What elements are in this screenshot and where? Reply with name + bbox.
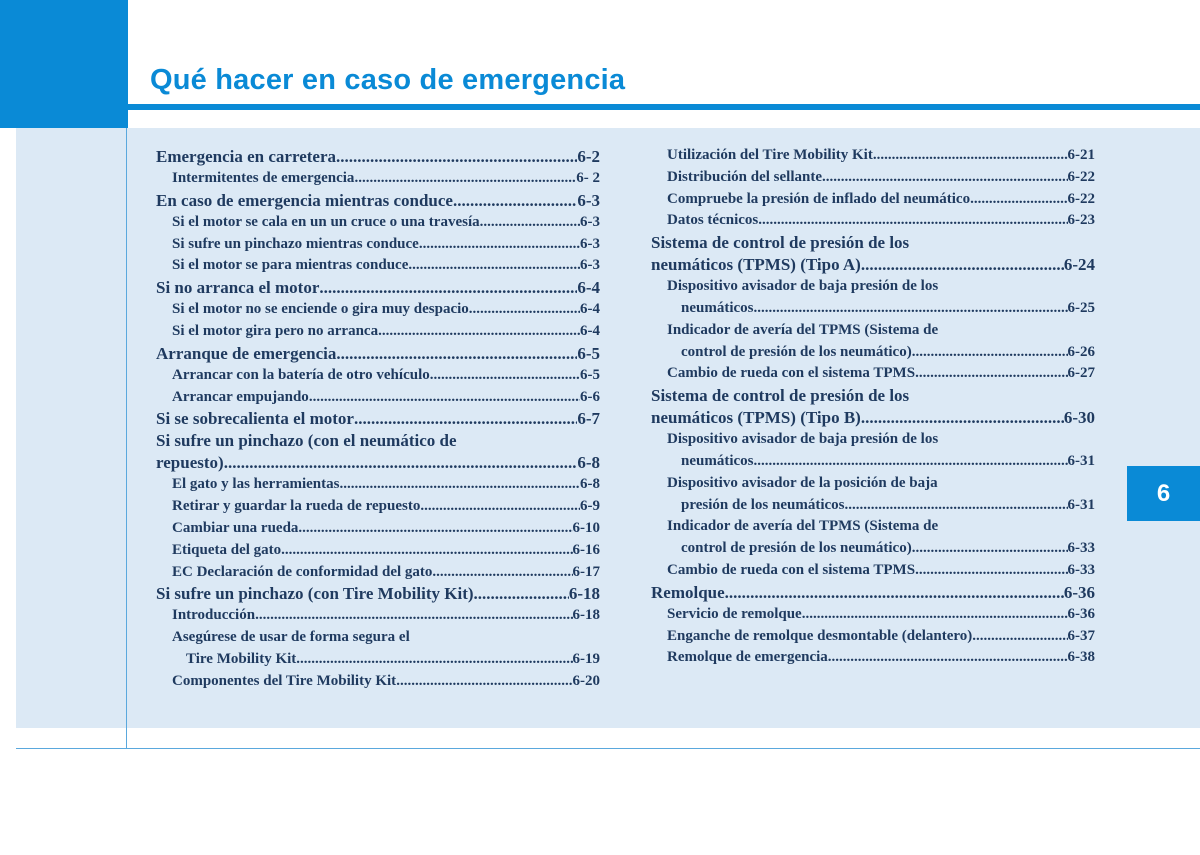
toc-entry-gato-herramientas[interactable] [156,474,600,496]
toc-entry-emergencia-carretera[interactable] [156,146,600,168]
toc-leader-dots [453,190,577,212]
toc-page-number: 6-33 [1067,561,1095,578]
header-color-block [0,0,128,128]
toc-page-number: 6-30 [1063,408,1095,428]
toc-entry-motor-se-cala[interactable] [156,212,600,234]
toc-page-number: 6-3 [580,257,600,274]
toc-leader-dots [419,234,580,256]
toc-page-number: 6-22 [1067,168,1095,185]
toc-page-number: 6-3 [577,190,600,210]
toc-entry-title: Cambio de rueda con el sistema TPMS [667,561,916,578]
toc-entry-title: Retirar y guardar la rueda de repuesto [172,498,421,515]
toc-page-number: 6-5 [580,366,600,383]
toc-entry-title: neumáticos [681,452,754,469]
toc-entry-title: Arrancar empujando [172,388,309,405]
toc-entry-introduccion[interactable] [156,605,600,627]
toc-page-number: 6-18 [568,584,600,604]
toc-entry-title: Si el motor se cala en un un cruce o una travesía [172,213,480,230]
toc-entry-en-caso-emergencia[interactable] [156,190,600,212]
toc-entry-title: Si sufre un pinchazo mientras conduce [172,235,419,252]
toc-entry-title: Cambiar una rueda [172,519,299,536]
toc-leader-dots [309,387,580,409]
toc-leader-dots [915,363,1067,385]
toc-leader-dots [378,321,580,343]
toc-page-number: 6-8 [577,453,600,473]
toc-entry-title: Enganche de remolque desmontable (delantero) [667,627,973,644]
toc-entry-remolque[interactable] [651,582,1095,604]
toc-page-number: 6-37 [1067,627,1095,644]
toc-entry-etiqueta-gato[interactable] [156,540,600,562]
toc-leader-dots [224,452,578,474]
toc-entry-title: EC Declaración de conformidad del gato [172,563,433,580]
toc-leader-dots [296,649,572,671]
toc-page-number: 6-31 [1067,452,1095,469]
toc-leader-dots [828,647,1068,669]
toc-page-number: 6-4 [577,278,600,298]
toc-page-number: 6-26 [1067,343,1095,360]
toc-entry-a-indicador-averia-line1[interactable]: Indicador de avería del TPMS (Sistema de [667,321,939,338]
toc-entry-pinchazo-tmk[interactable] [156,583,600,605]
toc-leader-dots [408,255,580,277]
toc-leader-dots [802,604,1068,626]
toc-entry-title: control de presión de los neumático) [681,343,912,360]
toc-entry-title: Cambio de rueda con el sistema TPMS [667,365,916,382]
toc-leader-dots [469,299,580,321]
toc-entry-arranque-emergencia[interactable] [156,343,600,365]
toc-entry-title: repuesto) [156,453,224,473]
toc-entry-b-indicador-averia[interactable] [651,538,1095,560]
toc-leader-dots [336,146,577,168]
toc-page-number: 6-25 [1067,299,1095,316]
footer-horizontal-rule [16,748,1200,749]
toc-page-number: 6-18 [572,607,600,624]
toc-page-number: 6-36 [1067,605,1095,622]
toc-leader-dots [281,540,572,562]
toc-leader-dots [754,298,1068,320]
toc-entry-title: Introducción [172,607,256,624]
title-underline [128,104,1200,110]
toc-leader-dots [822,167,1067,189]
toc-entry-servicio-remolque[interactable] [651,604,1095,626]
toc-entry-asegurese-line1[interactable]: Asegúrese de usar de forma segura el [172,629,410,646]
toc-leader-dots [432,562,572,584]
toc-entry-title: Distribución del sellante [667,168,823,185]
toc-entry-arrancar-empujando[interactable] [156,387,600,409]
toc-entry-datos-tecnicos[interactable] [651,210,1095,232]
toc-leader-dots [336,343,577,365]
toc-entry-title: Datos técnicos [667,212,759,229]
toc-leader-dots [972,626,1067,648]
toc-entry-b-dispositivo-posicion[interactable] [651,495,1095,517]
toc-entry-title: neumáticos (TPMS) (Tipo B) [651,408,861,428]
toc-leader-dots [420,496,580,518]
toc-leader-dots [354,408,577,430]
toc-page-number: 6-22 [1067,190,1095,207]
toc-entry-b-dispositivo-posicion-line1[interactable]: Dispositivo avisador de la posición de baja [667,474,938,491]
toc-leader-dots [970,189,1067,211]
toc-entry-title: Si el motor se para mientras conduce [172,257,409,274]
toc-leader-dots [912,538,1068,560]
toc-page-number: 6-9 [580,498,600,515]
toc-entry-b-dispositivo-baja[interactable] [651,451,1095,473]
toc-entry-title: Componentes del Tire Mobility Kit [172,672,397,689]
toc-page-number: 6-19 [572,650,600,667]
toc-entry-pinchazo-repuesto[interactable] [156,452,600,474]
toc-leader-dots [861,407,1064,429]
toc-leader-dots [844,495,1067,517]
toc-leader-dots [298,518,572,540]
toc-entry-ec-declaracion[interactable] [156,562,600,584]
toc-page-number: 6-38 [1067,649,1095,666]
toc-page-number: 6-20 [572,672,600,689]
toc-entry-a-cambio-rueda[interactable] [651,363,1095,385]
toc-page-number: 6-24 [1063,255,1095,275]
toc-entry-utilizacion[interactable] [651,145,1095,167]
toc-leader-dots [861,254,1064,276]
toc-page-number: 6- 2 [576,170,600,186]
toc-entry-no-enciende[interactable] [156,299,600,321]
toc-column-right [651,145,1095,669]
toc-entry-componentes[interactable] [156,671,600,693]
toc-entry-title: presión de los neumáticos [681,496,845,513]
toc-entry-compruebe[interactable] [651,189,1095,211]
toc-leader-dots [480,212,580,234]
page-title: Qué hacer en caso de emergencia [150,64,626,96]
toc-page-number: 6-10 [572,519,600,536]
toc-leader-dots [758,210,1067,232]
toc-entry-title: Si el motor no se enciende o gira muy despacio [172,301,469,318]
margin-vertical-rule [126,128,127,749]
toc-entry-b-cambio-rueda[interactable] [651,560,1095,582]
chapter-tab: 6 [1127,466,1200,521]
toc-leader-dots [339,474,580,496]
toc-entry-title: Si el motor gira pero no arranca [172,322,379,339]
toc-entry-title: Si sufre un pinchazo (con Tire Mobility Kit) [156,584,474,604]
toc-entry-distribucion[interactable] [651,167,1095,189]
toc-entry-title: Compruebe la presión de inflado del neumático [667,190,971,207]
toc-entry-title: Emergencia en carretera [156,147,336,166]
toc-leader-dots [430,365,580,387]
toc-entry-title: neumáticos [681,299,754,316]
toc-page-number: 6-3 [580,235,600,252]
toc-page-number: 6-5 [577,343,600,363]
toc-entry-title: Arrancar con la batería de otro vehículo [172,366,430,383]
toc-entry-title: Utilización del Tire Mobility Kit [667,147,873,163]
toc-leader-dots [474,583,569,605]
toc-page-number: 6-27 [1067,365,1095,382]
toc-entry-retirar-guardar[interactable] [156,496,600,518]
toc-leader-dots [725,582,1064,604]
toc-page-number: 6-23 [1067,212,1095,229]
toc-entry-remolque-emergencia[interactable] [651,647,1095,669]
toc-page-number: 6-16 [572,541,600,558]
toc-entry-b-indicador-averia-line1[interactable]: Indicador de avería del TPMS (Sistema de [667,518,939,535]
toc-entry-a-indicador-averia[interactable] [651,342,1095,364]
toc-page-number: 6-36 [1063,582,1095,602]
toc-leader-dots [754,451,1068,473]
toc-entry-tpms-a[interactable] [651,254,1095,276]
toc-page-number: 6-6 [580,388,600,405]
toc-entry-cambiar-rueda[interactable] [156,518,600,540]
toc-entry-gira-no-arranca[interactable] [156,321,600,343]
toc-entry-title: Remolque de emergencia [667,649,828,666]
toc-entry-title: Remolque [651,582,725,602]
toc-entry-title: Intermitentes de emergencia [172,170,355,186]
toc-page-number: 6-4 [580,301,600,318]
toc-page-number: 6-3 [580,213,600,230]
toc-entry-enganche[interactable] [651,626,1095,648]
toc-entry-title: Si no arranca el motor [156,278,320,298]
toc-entry-no-arranca[interactable] [156,277,600,299]
toc-entry-motor-se-para[interactable] [156,255,600,277]
toc-column-left [156,146,600,693]
toc-page-number: 6-2 [577,147,600,166]
toc-entry-asegurese[interactable] [156,649,600,671]
toc-page-number: 6-17 [572,563,600,580]
toc-entry-a-dispositivo-baja-line1[interactable]: Dispositivo avisador de baja presión de los [667,278,939,295]
toc-entry-tpms-b-line1[interactable]: Sistema de control de presión de los [651,386,910,406]
toc-entry-title: Servicio de remolque [667,605,802,622]
toc-entry-b-dispositivo-baja-line1[interactable]: Dispositivo avisador de baja presión de los [667,431,939,448]
toc-entry-title: neumáticos (TPMS) (Tipo A) [651,255,861,275]
toc-leader-dots [912,342,1068,364]
toc-page-number: 6-8 [580,476,600,493]
toc-entry-pinchazo-conduce[interactable] [156,234,600,256]
toc-entry-sobrecalienta[interactable] [156,408,600,430]
toc-entry-tpms-b[interactable] [651,407,1095,429]
toc-leader-dots [354,168,576,190]
toc-leader-dots [255,605,572,627]
toc-entry-title: Arranque de emergencia [156,343,337,363]
toc-page-number: 6-21 [1067,147,1095,163]
toc-entry-title: Tire Mobility Kit [186,650,297,667]
toc-leader-dots [873,145,1068,167]
toc-entry-pinchazo-repuesto-line1[interactable]: Si sufre un pinchazo (con el neumático de [156,431,457,451]
toc-entry-tpms-a-line1[interactable]: Sistema de control de presión de los [651,233,910,253]
toc-page-number: 6-4 [580,322,600,339]
toc-entry-title: En caso de emergencia mientras conduce [156,190,453,210]
toc-entry-a-dispositivo-baja[interactable] [651,298,1095,320]
toc-leader-dots [319,277,577,299]
toc-entry-bateria-otro[interactable] [156,365,600,387]
toc-entry-intermitentes[interactable] [156,168,600,190]
toc-leader-dots [915,560,1067,582]
toc-entry-title: El gato y las herramientas [172,476,340,493]
toc-page-number: 6-31 [1067,496,1095,513]
toc-page-number: 6-7 [577,409,600,429]
toc-entry-title: control de presión de los neumático) [681,540,912,557]
toc-leader-dots [396,671,572,693]
toc-entry-title: Si se sobrecalienta el motor [156,409,354,429]
toc-entry-title: Etiqueta del gato [172,541,282,558]
toc-page-number: 6-33 [1067,540,1095,557]
